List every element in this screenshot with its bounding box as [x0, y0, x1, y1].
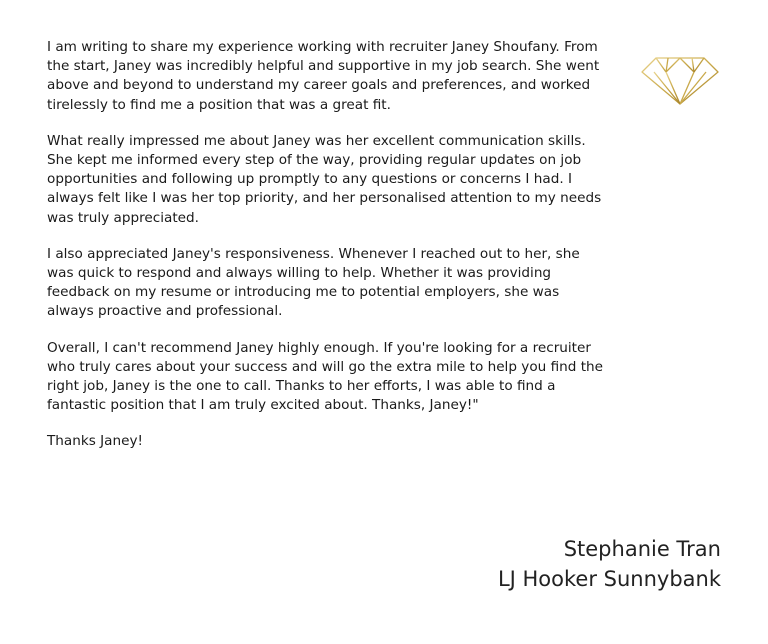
signature-block [498, 534, 721, 594]
signature-name: Stephanie Tran [563, 537, 721, 561]
letter-paragraph-2: What really impressed me about Janey was her excellent communication skills. She kept me informed every step of the way, providing regular updates on job opportunities and following up promptly to any questions or concerns I had. I always felt like I was her top priority, and her personalised attention to my needs was truly appreciated. [47, 132, 602, 226]
letter-paragraph-3: I also appreciated Janey's responsiveness. Whenever I reached out to her, she was quick to respond and always willing to help. Whether it was providing feedback on my resume or introducing me to potential employers, she was always proactive and professional. [47, 245, 580, 320]
signature-company: LJ Hooker Sunnybank [497, 567, 721, 591]
letter-paragraph-4: Overall, I can't recommend Janey highly enough. If you're looking for a recruiter who truly cares about your success and will go the extra mile to help you find the right job, Janey is the one to call. Thanks to her efforts, I was able to find a fantastic position that I am truly excited about. Thanks, Janey!" [47, 339, 604, 414]
letter-body [47, 38, 607, 469]
letter-paragraph-1: I am writing to share my experience working with recruiter Janey Shoufany. From the start, Janey was incredibly helpful and supportive in my job search. She went above and beyond to understand my career goals and preferences, and worked tirelessly to find me a position that was a great fit. [47, 39, 600, 113]
letter-closing: Thanks Janey! [47, 433, 143, 450]
diamond-icon [640, 56, 720, 106]
